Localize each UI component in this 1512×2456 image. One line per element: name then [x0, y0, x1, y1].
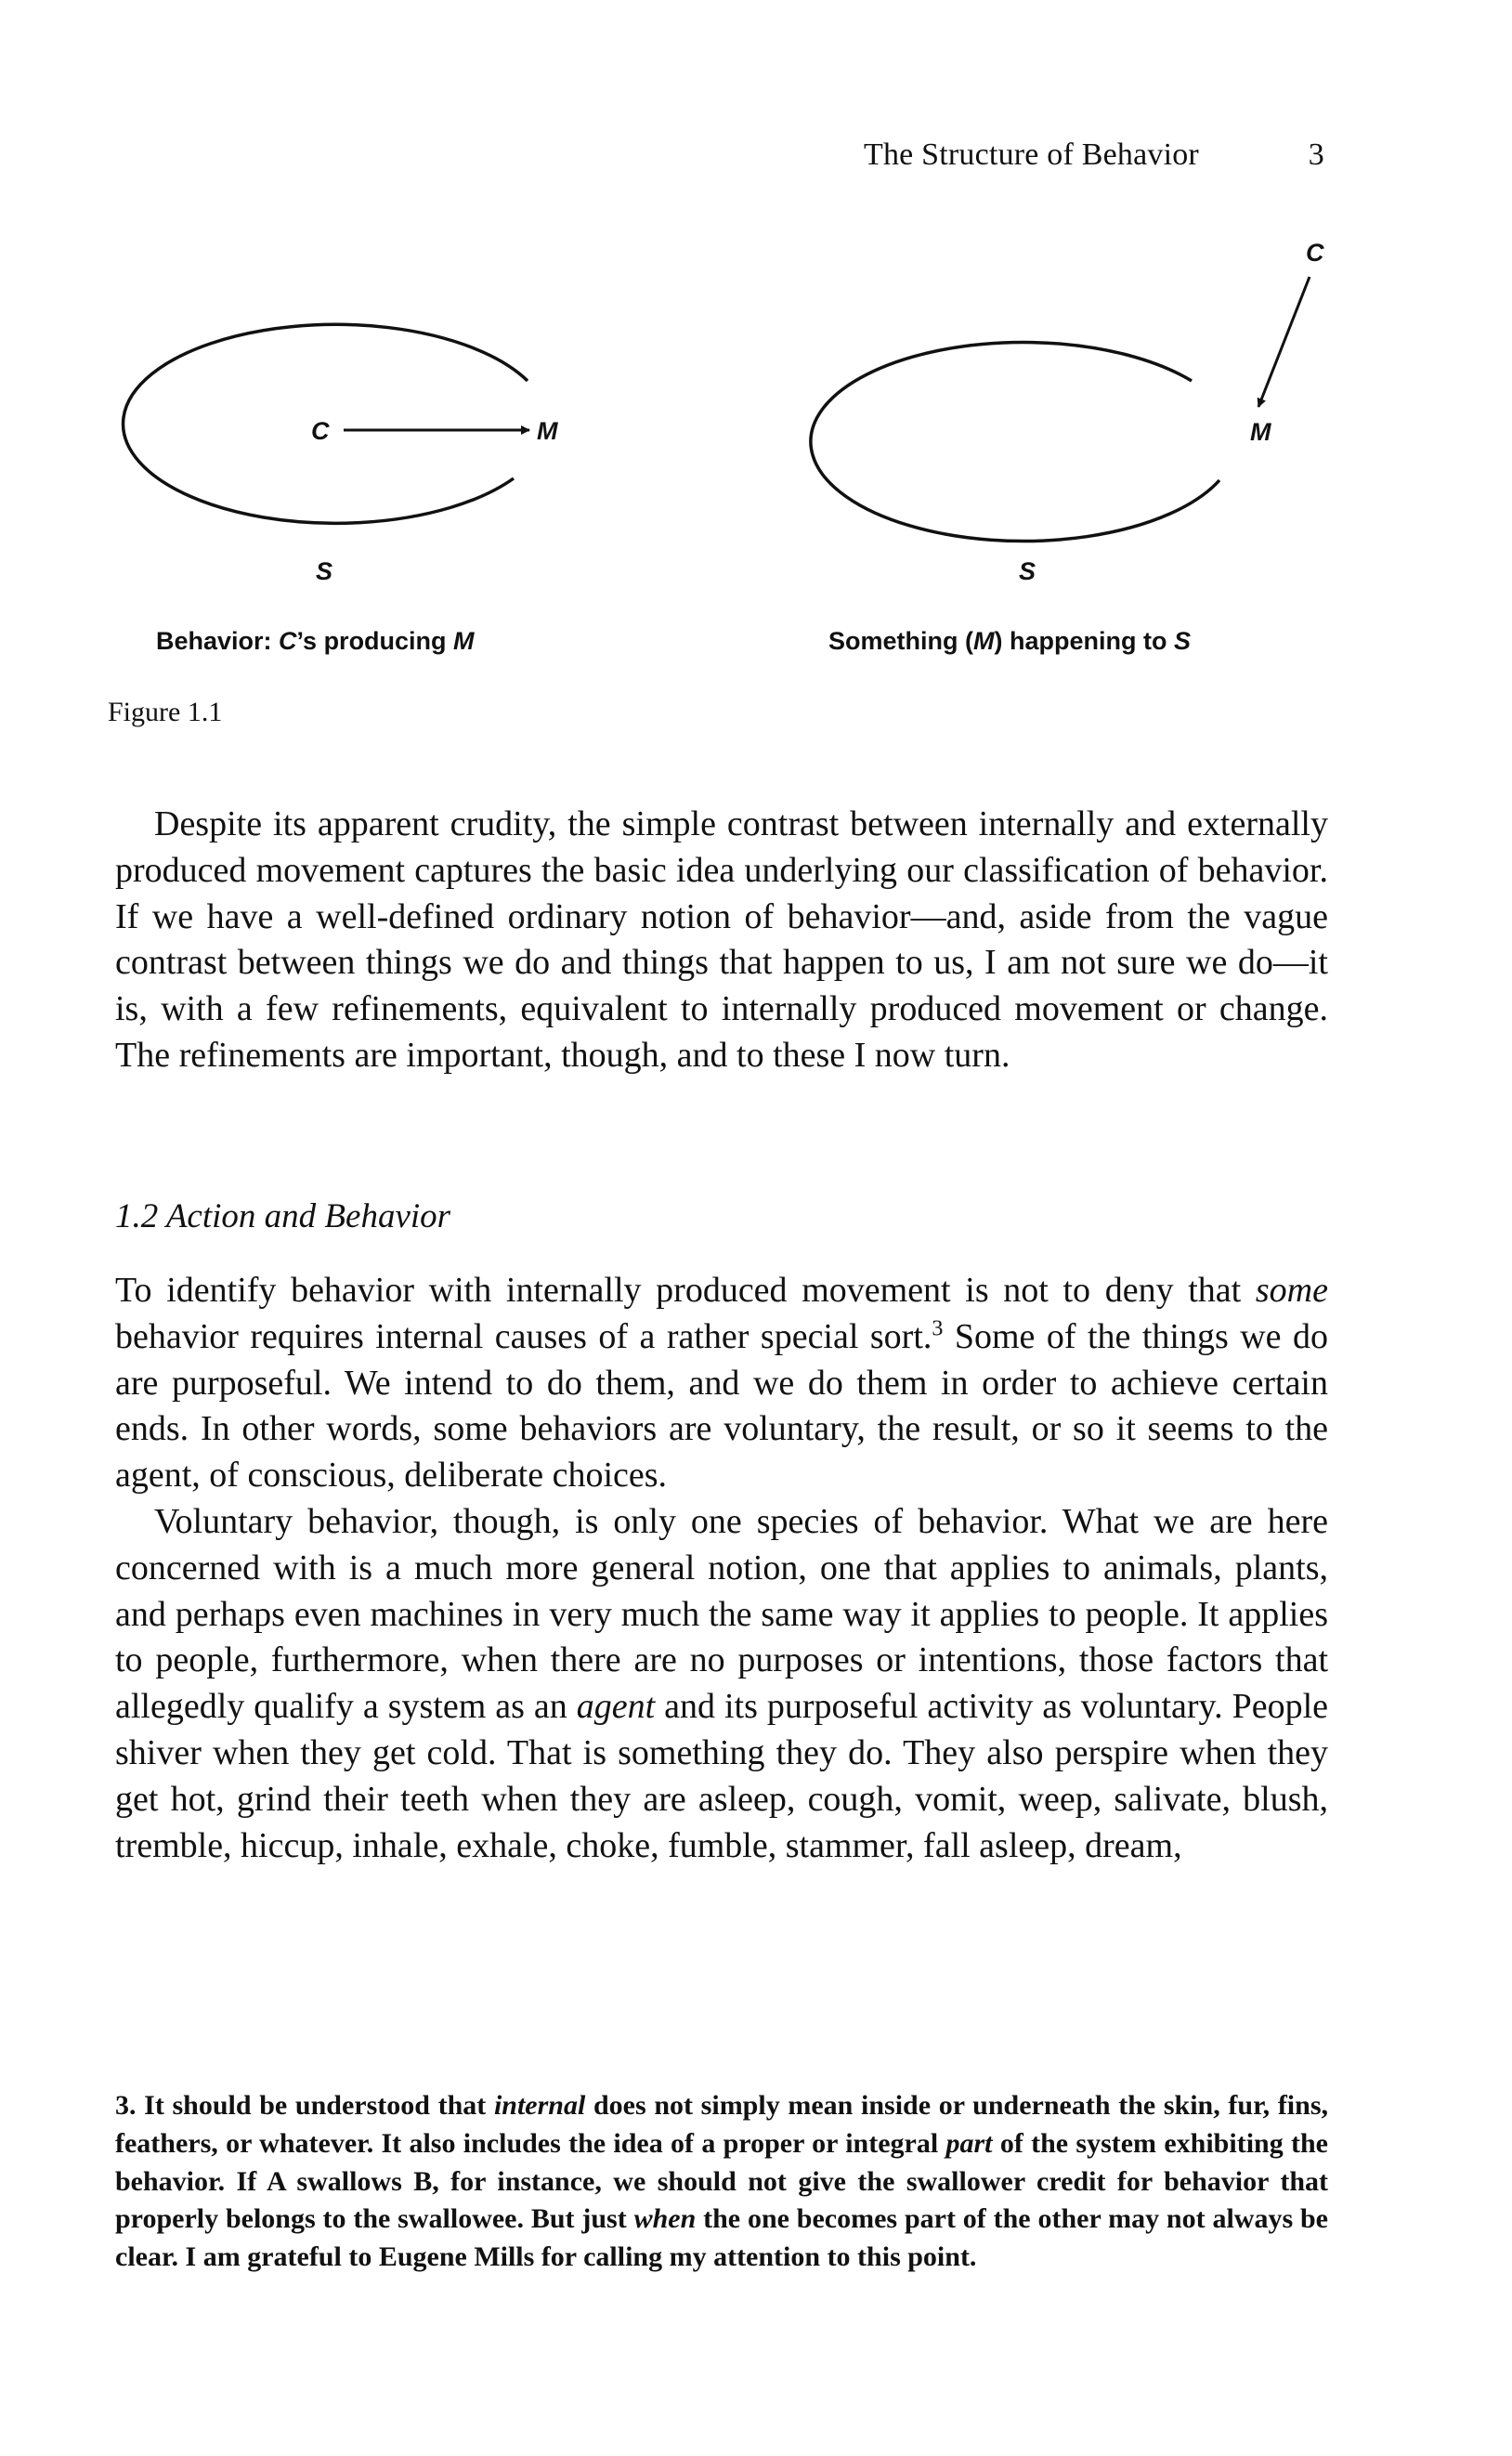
paragraph-1: Despite its apparent crudity, the simple contrast between internally and externally produced movement captures the basic idea underlying our classification of behavior. If we have a well-defined ordinary notion of behavior—and, aside from the vague contrast between things we do and things that happen to us, I am not sure we do—it is, with a few refinements, equivalent to internally produced movement or change. The refinements are important, though, and to these I now turn.: [115, 804, 1328, 1075]
left-diagram-caption: Behavior: C’s producing M: [156, 627, 475, 655]
right-s-label: S: [1019, 557, 1036, 585]
right-loop: [811, 343, 1219, 542]
right-diagram: [811, 239, 1324, 585]
right-m-label: M: [1250, 418, 1271, 446]
footnote-reference[interactable]: 3: [932, 1316, 944, 1341]
left-diagram: [124, 324, 558, 585]
paragraph-2: To identify behavior with internally produced movement is not to deny that some behavior requires internal causes of a rather special sort.$^3$ Some of the things we do are purposeful. We intend to do them, and we do them in order to achieve certain ends. In other words, some behaviors are voluntary, the result, or so it seems to the agent, of conscious, deliberate choices.: [115, 1271, 1328, 1496]
footnote-number: 3.: [115, 2090, 137, 2121]
right-c-to-m-arrow: [1258, 277, 1310, 407]
left-s-label: S: [316, 557, 333, 585]
running-head-title: The Structure of Behavior: [864, 137, 1199, 172]
page-number: 3: [1308, 137, 1324, 172]
right-diagram-caption: Something (M) happening to S: [828, 627, 1191, 655]
paragraph-3: Voluntary behavior, though, is only one species of behavior. What we are here concerned with is a much more general notion, one that applies to animals, plants, and perhaps even machines in very much the same way it applies to people. It applies to people, furthermore, when there are no purposes or intentions, those factors that allegedly qualify a system as an agent and its purposeful activity as voluntary. People shiver when they get cold. That is something they do. They also perspire when they get hot, grind their teeth when they are asleep, cough, vomit, weep, salivate, blush, tremble, hiccup, inhale, exhale, choke, fumble, stammer, fall asleep, dream,: [115, 1502, 1328, 1865]
footnote-3: 3. It should be understood that internal does not simply mean inside or underneath the skin, fur, fins, feathers, or whatever. It also includes the idea of a proper or integral part of the system exhibiting the behavior. If A swallows B, for instance, we should not give the swallower credit for behavior that properly belongs to the swallowee. But just when the one becomes part of the other may not always be clear. I am grateful to Eugene Mills for calling my attention to this point.: [115, 2090, 1328, 2273]
figure-label: Figure 1.1: [108, 697, 223, 727]
left-m-label: M: [537, 417, 558, 445]
section-heading: 1.2 Action and Behavior: [115, 1197, 451, 1235]
left-c-label: C: [311, 417, 330, 445]
right-c-label: C: [1306, 239, 1324, 267]
